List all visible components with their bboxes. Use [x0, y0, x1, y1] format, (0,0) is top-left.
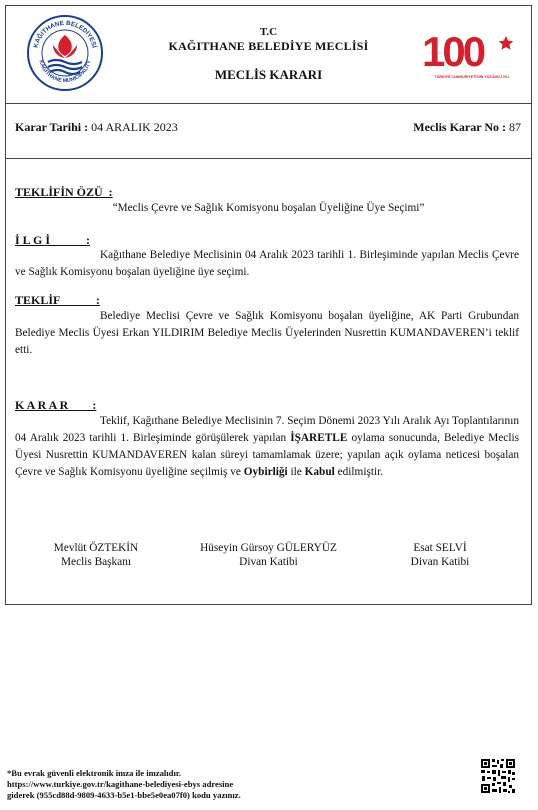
- footer-line-1: *Bu evrak güvenli elektronik imza ile imzalıdır.: [7, 768, 182, 778]
- decision-part-4: edilmiştir.: [334, 466, 384, 478]
- meta-divider: [6, 158, 531, 159]
- decision-number: [413, 120, 521, 135]
- signature-role: Divan Katibi: [410, 556, 470, 568]
- signature-name: Mevlüt ÖZTEKİN: [53, 542, 139, 554]
- reference-text: [15, 247, 519, 281]
- proposal-summary-label: TEKLİFİN ÖZÜ :: [15, 185, 113, 199]
- proposal-label: TEKLİF :: [15, 293, 100, 307]
- decision-text: [15, 413, 519, 481]
- signature-secretary-2: [380, 541, 500, 569]
- decision-date-value: 04 ARALIK 2023: [91, 120, 178, 134]
- logo-100-number: 100: [422, 28, 484, 75]
- signature-president: [16, 541, 176, 569]
- organization-name: KAĞITHANE BELEDİYE MECLİSİ: [168, 39, 369, 53]
- decision-part-3: ile: [287, 466, 305, 478]
- decision-bold-2: Oybirliği: [243, 466, 288, 478]
- logo-bottom-text: KAĞITHANE MUNICIPALITY: [37, 59, 93, 85]
- logo-top-text: KAĞITHANE BELEDİYESİ: [32, 19, 98, 49]
- e-signature-footer: [7, 768, 241, 801]
- decision-bold-1: İŞARETLE: [290, 432, 348, 444]
- proposal-summary-text: “Meclis Çevre ve Sağlık Komisyonu boşalan Üyeliğine Üye Seçimi”: [112, 202, 425, 214]
- decision-date-label: Karar Tarihi :: [15, 120, 89, 134]
- signature-role: Divan Katibi: [239, 556, 298, 568]
- decision-label: K A R A R :: [15, 398, 97, 412]
- decision-date: [15, 120, 178, 135]
- reference-body: Kağıthane Belediye Meclisinin 04 Aralık 2023 tarihli 1. Birleşiminde yapılan Meclis Çevre ve Sağlık Komisyonu boşalan üyeliğine üye seçimi.: [15, 249, 519, 278]
- proposal-text: [15, 308, 519, 359]
- reference-label: İ L G İ :: [15, 233, 91, 247]
- logo-100-caption: TÜRKİYE CUMHURİYETİ'NİN YÜZÜNCÜ YILI: [434, 75, 510, 79]
- document-title: MECLİS KARARI: [214, 67, 323, 82]
- decision-part-1: Teklif, Kağıthane Belediye Meclisinin 7. Seçim Dönemi 2023 Yılı Aralık Ayı Toplantılarının 04 Aralık 2023 tarihli 1. Birleşiminde görüşülerek yapılan: [15, 415, 519, 444]
- qr-code-icon: [480, 758, 516, 794]
- decision-bold-3: Kabul: [304, 466, 335, 478]
- signature-role: Meclis Başkanı: [61, 556, 131, 568]
- document-frame: [5, 5, 532, 605]
- footer-line-2: https://www.turkiye.gov.tr/kagithane-belediyesi-ebys adresine: [7, 779, 234, 789]
- signature-name: Esat SELVİ: [413, 542, 467, 554]
- document-header: [6, 6, 531, 104]
- republic-100th-year-logo-icon: [420, 26, 524, 82]
- footer-line-3: giderek (955cd88d-9809-4633-b5e1-bbe5e0ea07f0) kodu yazınız.: [7, 790, 241, 800]
- decision-part-2: oylama sonucunda, Belediye Meclis Üyesi Nusrettin KUMANDAVEREN kalan süreyi tamamlamak üzere; yapılan açık oylama neticesi boşalan Çevre ve Sağlık Komisyonu üyeliğine seçilmiş ve: [15, 432, 519, 478]
- country-abbrev: T.C: [259, 26, 278, 38]
- signature-name: Hüseyin Gürsoy GÜLERYÜZ: [200, 542, 337, 554]
- proposal-body: Belediye Meclisi Çevre ve Sağlık Komisyonu boşalan üyeliğine, AK Parti Grubundan Belediye Meclis Üyesi Erkan YILDIRIM Belediye Meclis Üyelerinden Nusrettin KUMANDAVEREN’i teklif etti.: [15, 310, 519, 356]
- decision-number-value: 87: [509, 120, 521, 134]
- decision-number-label: Meclis Karar No :: [413, 120, 506, 134]
- signature-secretary-1: [181, 541, 356, 569]
